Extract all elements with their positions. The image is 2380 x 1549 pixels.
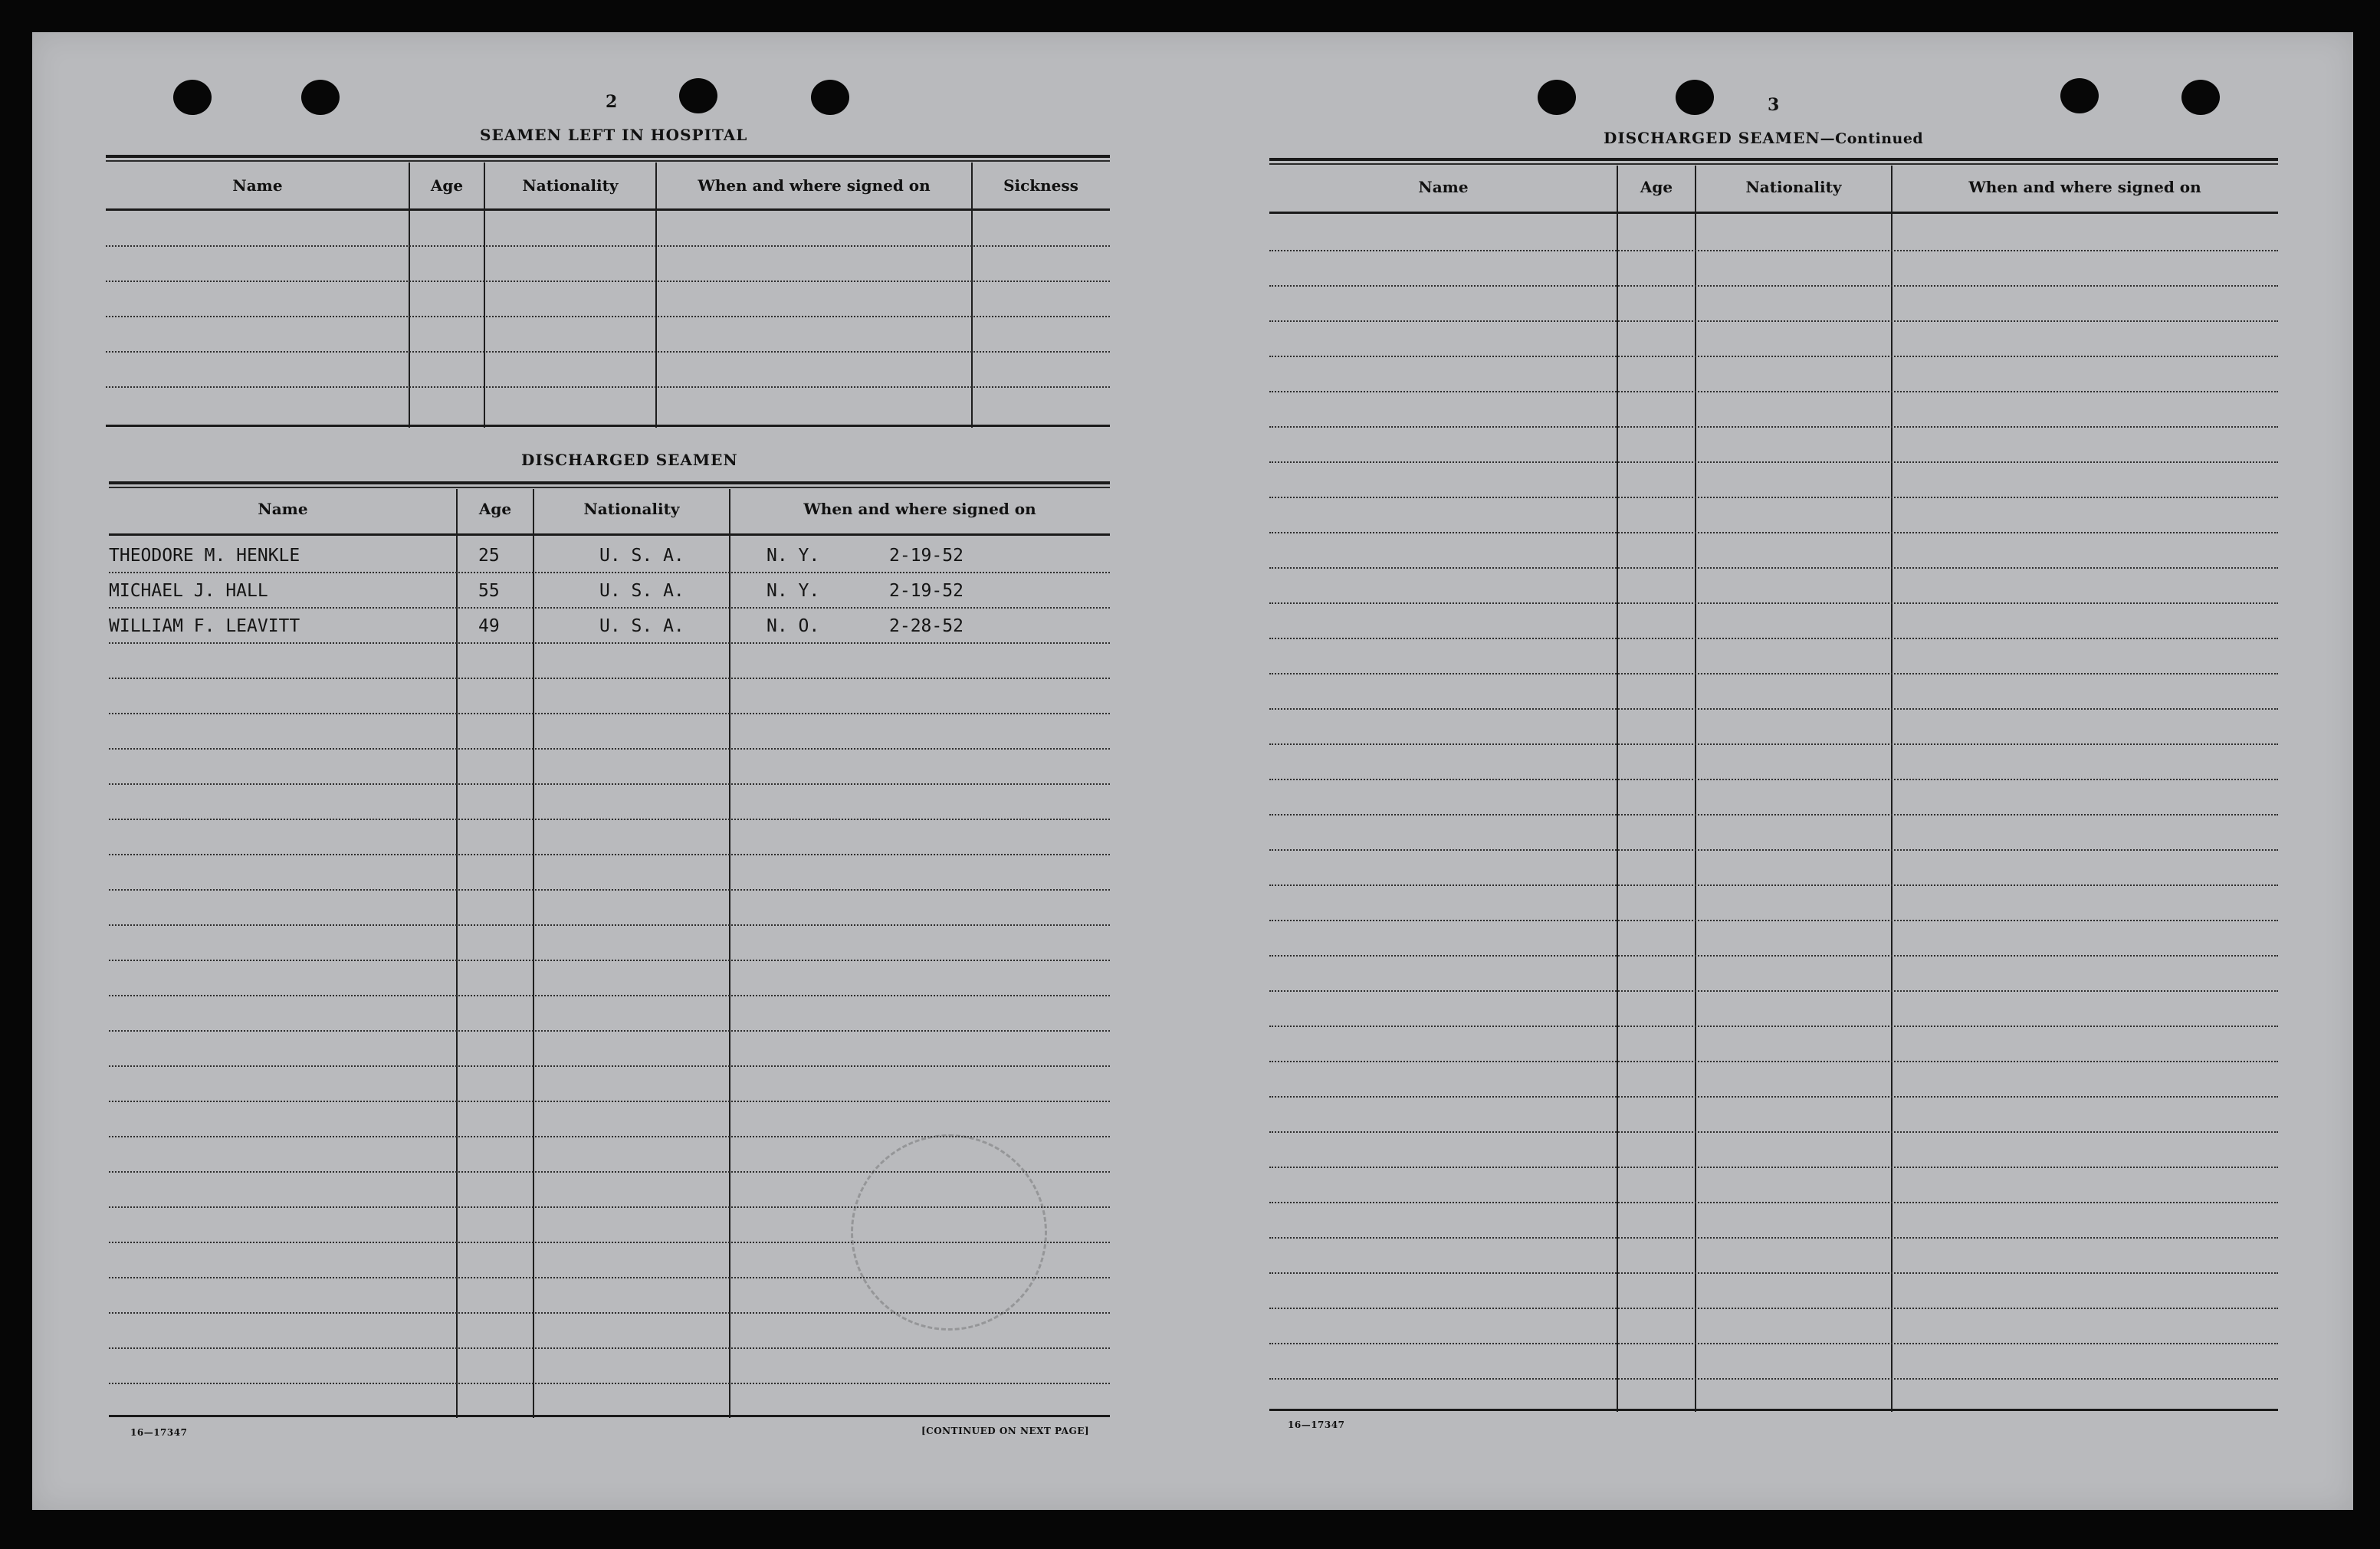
continued-col-age: Age: [1640, 178, 1673, 196]
table-row-3-age: 49: [478, 616, 500, 636]
hospital-table: [106, 155, 1110, 431]
hospital-col-signed-on: When and where signed on: [698, 176, 931, 195]
punch-hole: [811, 80, 849, 115]
table-row-1-age: 25: [478, 546, 500, 566]
punch-hole: [1538, 80, 1576, 115]
right-page-number: 3: [1768, 95, 1780, 115]
table-row-1-date: 2-19-52: [889, 546, 963, 566]
continued-col-signed-on: When and where signed on: [1968, 178, 2201, 196]
table-row-1-name: THEODORE M. HENKLE: [109, 546, 300, 566]
punch-hole: [2060, 78, 2099, 113]
hospital-title: SEAMEN LEFT IN HOSPITAL: [480, 126, 748, 144]
hospital-col-sickness: Sickness: [1003, 176, 1078, 195]
hospital-col-nationality: Nationality: [522, 176, 619, 195]
punch-hole: [2181, 80, 2220, 115]
punch-hole: [301, 80, 340, 115]
hospital-col-name: Name: [232, 176, 283, 195]
continued-col-name: Name: [1418, 178, 1469, 196]
discharged-title: DISCHARGED SEAMEN: [521, 451, 738, 469]
discharged-col-signed-on: When and where signed on: [803, 500, 1036, 518]
punch-hole: [1676, 80, 1714, 115]
table-row-2-date: 2-19-52: [889, 581, 963, 601]
discharged-continued-table: [1269, 158, 2278, 1415]
hospital-col-age: Age: [430, 176, 464, 195]
table-row-3-date: 2-28-52: [889, 616, 963, 636]
right-title-suffix: —Continued: [1820, 130, 1924, 147]
punch-hole: [679, 78, 717, 113]
table-row-3-nationality: U. S. A.: [599, 616, 684, 636]
punch-hole: [173, 80, 212, 115]
table-row-2-port: N. Y.: [767, 581, 820, 601]
right-title-main: DISCHARGED SEAMEN: [1604, 129, 1820, 147]
table-row-1-port: N. Y.: [767, 546, 820, 566]
continued-col-nationality: Nationality: [1745, 178, 1842, 196]
table-row-3-name: WILLIAM F. LEAVITT: [109, 616, 300, 636]
discharged-col-nationality: Nationality: [583, 500, 680, 518]
table-row-1-nationality: U. S. A.: [599, 546, 684, 566]
discharged-col-name: Name: [258, 500, 308, 518]
left-form-number: 16—17347: [130, 1427, 188, 1438]
table-row-2-nationality: U. S. A.: [599, 581, 684, 601]
table-row-2-name: MICHAEL J. HALL: [109, 581, 268, 601]
right-title: [1604, 129, 1923, 147]
discharged-col-age: Age: [478, 500, 512, 518]
table-row-2-age: 55: [478, 581, 500, 601]
table-row-3-port: N. O.: [767, 616, 820, 636]
continued-note: [CONTINUED ON NEXT PAGE]: [921, 1426, 1090, 1436]
right-form-number: 16—17347: [1288, 1419, 1345, 1430]
left-page-number: 2: [606, 92, 618, 112]
